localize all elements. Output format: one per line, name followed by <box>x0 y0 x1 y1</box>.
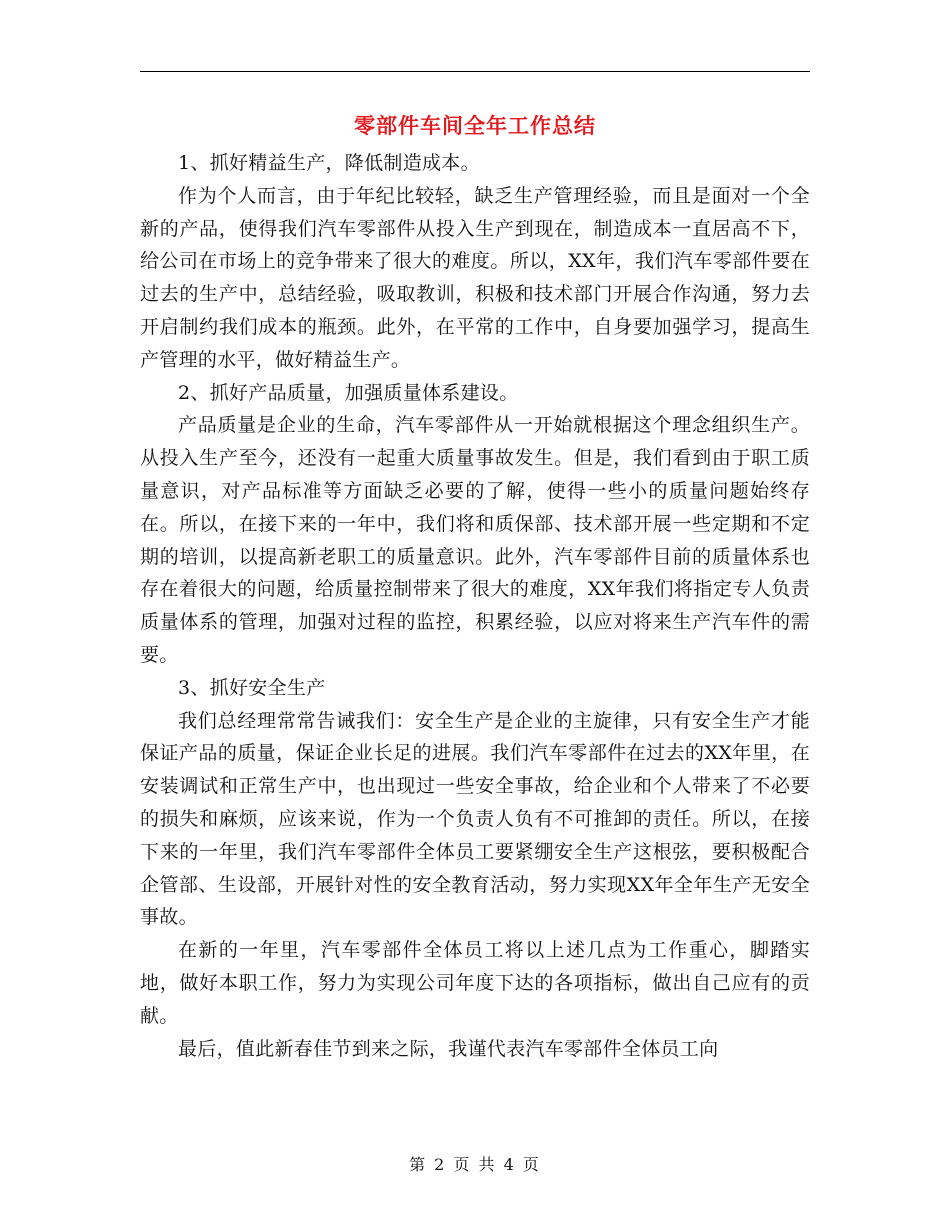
body-paragraph: 作为个人而言，由于年纪比较轻，缺乏生产管理经验，而且是面对一个全新的产品，使得我们汽车零部件从投入生产到现在，制造成本一直居高不下，给公司在市场上的竞争带来了很大的难度。所以，XX年，我们汽车零部件要在过去的生产中，总结经验，吸取教训，积极和技术部门开展合作沟通，努力去开启制约我们成本的瓶颈。此外，在平常的工作中，自身要加强学习，提高生产管理的水平，做好精益生产。 <box>140 184 810 371</box>
footer-suffix: 页 <box>522 1155 541 1174</box>
section-heading-product-quality: 2、抓好产品质量，加强质量体系建设。 <box>178 381 519 404</box>
document-body <box>140 147 810 1065</box>
footer-prefix: 第 <box>409 1155 428 1174</box>
body-paragraph: 产品质量是企业的生命，汽车零部件从一开始就根据这个理念组织生产。从投入生产至今，还没有一起重大质量事故发生。但是，我们看到由于职工质量意识，对产品标准等方面缺乏必要的了解，使得一些小的质量问题始终存在。所以，在接下来的一年中，我们将和质保部、技术部开展一些定期和不定期的培训，以提高新老职工的质量意识。此外，汽车零部件目前的质量体系也存在着很大的问题，给质量控制带来了很大的难度，XX年我们将指定专人负责质量体系的管理，加强对过程的监控，积累经验，以应对将来生产汽车件的需要。 <box>140 414 810 666</box>
body-paragraph: 最后，值此新春佳节到来之际，我谨代表汽车零部件全体员工向 <box>178 1037 719 1060</box>
section-heading-lean-production: 1、抓好精益生产，降低制造成本。 <box>178 152 480 174</box>
header-rule <box>140 71 810 72</box>
document-title: 零部件车间全年工作总结 <box>354 113 596 138</box>
body-paragraph: 在新的一年里，汽车零部件全体员工将以上述几点为工作重心，脚踏实地，做好本职工作，努力为实现公司年度下达的各项指标，做出自己应有的贡献。 <box>140 939 810 1027</box>
current-page-number: 2 <box>434 1155 447 1174</box>
total-page-count: 4 <box>503 1155 516 1174</box>
body-paragraph: 我们总经理常常告诫我们：安全生产是企业的主旋律，只有安全生产才能保证产品的质量，保证企业长足的进展。我们汽车零部件在过去的XX年里，在安装调试和正常生产中，也出现过一些安全事故，给企业和个人带来了不必要的损失和麻烦，应该来说，作为一个负责人负有不可推卸的责任。所以，在接下来的一年里，我们汽车零部件全体员工要紧绷安全生产这根弦，要积极配合企管部、生设部，开展针对性的安全教育活动，努力实现XX年全年生产无安全事故。 <box>140 709 810 929</box>
section-heading-safety: 3、抓好安全生产 <box>178 676 326 699</box>
footer-middle: 页 共 <box>453 1155 497 1174</box>
page-footer <box>0 1152 950 1175</box>
